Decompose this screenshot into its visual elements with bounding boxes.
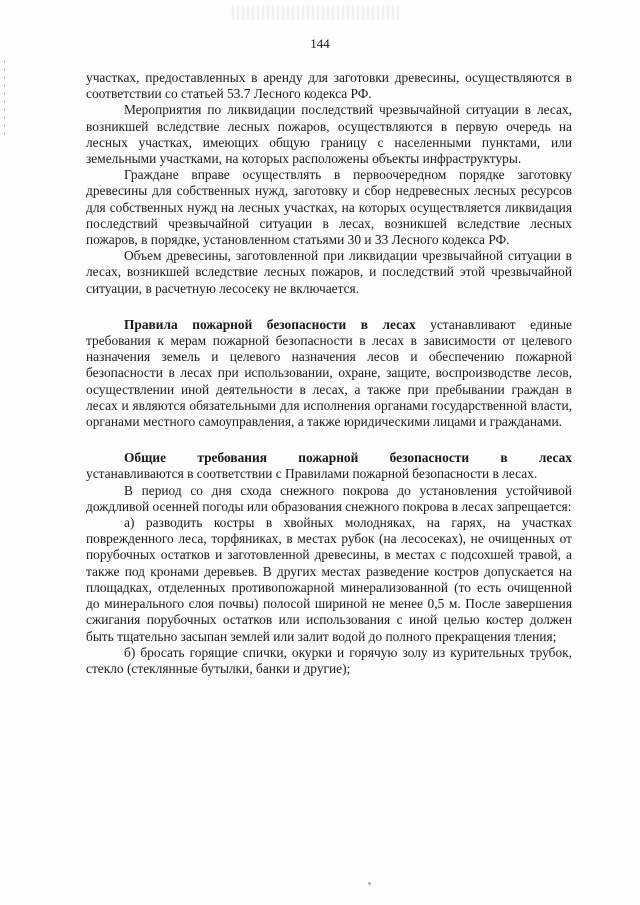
paragraph-2: Мероприятия по ликвидации последствий чрезвычайной ситуации в лесах, возникшей вследствие лесных пожаров, осуществляются в первую очередь на лесных участках, имеющих общую границу с населенными пунктами, или земельными участками, на которых расположены объекты инфраструктуры.	[86, 102, 572, 167]
paragraph-general-requirements	[86, 450, 572, 482]
paragraph-3: Граждане вправе осуществлять в первоочередном порядке заготовку древесины для собственных нужд, заготовку и сбор недревесных лесных ресурсов для собственных нужд на лесных участках, на которых осуществляется ликвидация последствий чрезвычайной ситуации в лесах, возникшей вследствие лесных пожаров, в порядке, установленном статьями 30 и 33 Лесного кодекса РФ.	[86, 167, 572, 248]
scan-margin-mark	[4, 60, 5, 140]
fire-rules-text: устанавливают единые требования к мерам пожарной безопасности в лесах в зависимости от целевого назначения земель и целевого назначения лесов и обеспечению пожарной безопасности в лесах при использовании, охране, защите, воспроизводстве лесов, осуществлении иной деятельности в лесах, а также при пребывании граждан в лесах и являются обязательными для исполнения органами государственной власти, органами местного самоуправления, а также юридическими лицами и гражданами.	[86, 316, 572, 430]
paragraph-4: Объем древесины, заготовленной при ликвидации чрезвычайной ситуации в лесах, возникшей вследствие лесных пожаров, и последствий этой чрезвычайной ситуации, в расчетную лесосеку не включается.	[86, 248, 572, 296]
fire-rules-heading: Правила пожарной безопасности в лесах	[124, 316, 416, 332]
document-body	[86, 70, 572, 677]
page-number: 144	[310, 36, 330, 51]
paragraph-period: В период со дня схода снежного покрова до установления устойчивой дождливой осенней погоды или образования снежного покрова в лесах запрещается:	[86, 482, 572, 514]
general-requirements-heading: Общие требования пожарной безопасности в лесах	[124, 450, 572, 466]
general-requirements-text: устанавливаются в соответствии с Правилами пожарной безопасности в лесах.	[86, 466, 538, 482]
scan-artifact	[232, 6, 402, 20]
paragraph-1: участках, предоставленных в аренду для заготовки древесины, осуществляются в соответствии со статьей 53.7 Лесного кодекса РФ.	[86, 70, 572, 102]
paragraph-fire-rules	[86, 317, 572, 430]
paragraph-item-b: б) бросать горящие спички, окурки и горячую золу из курительных трубок, стекло (стеклянные бутылки, банки и другие);	[86, 644, 572, 676]
scan-dot	[368, 882, 371, 885]
paragraph-item-a: а) разводить костры в хвойных молодняках, на гарях, на участках поврежденного леса, торфяниках, в местах рубок (на лесосеках), не очищенных от порубочных остатков и заготовленной древесины, в местах с подсохшей травой, а также под кронами деревьев. В других местах разведение костров допускается на площадках, отделенных противопожарной минерализованной (то есть очищенной до минерального слоя почвы) полосой шириной не менее 0,5 м. После завершения сжигания порубочных остатков или использования с иной целью костер должен быть тщательно засыпан землей или залит водой до полного прекращения тления;	[86, 515, 572, 644]
